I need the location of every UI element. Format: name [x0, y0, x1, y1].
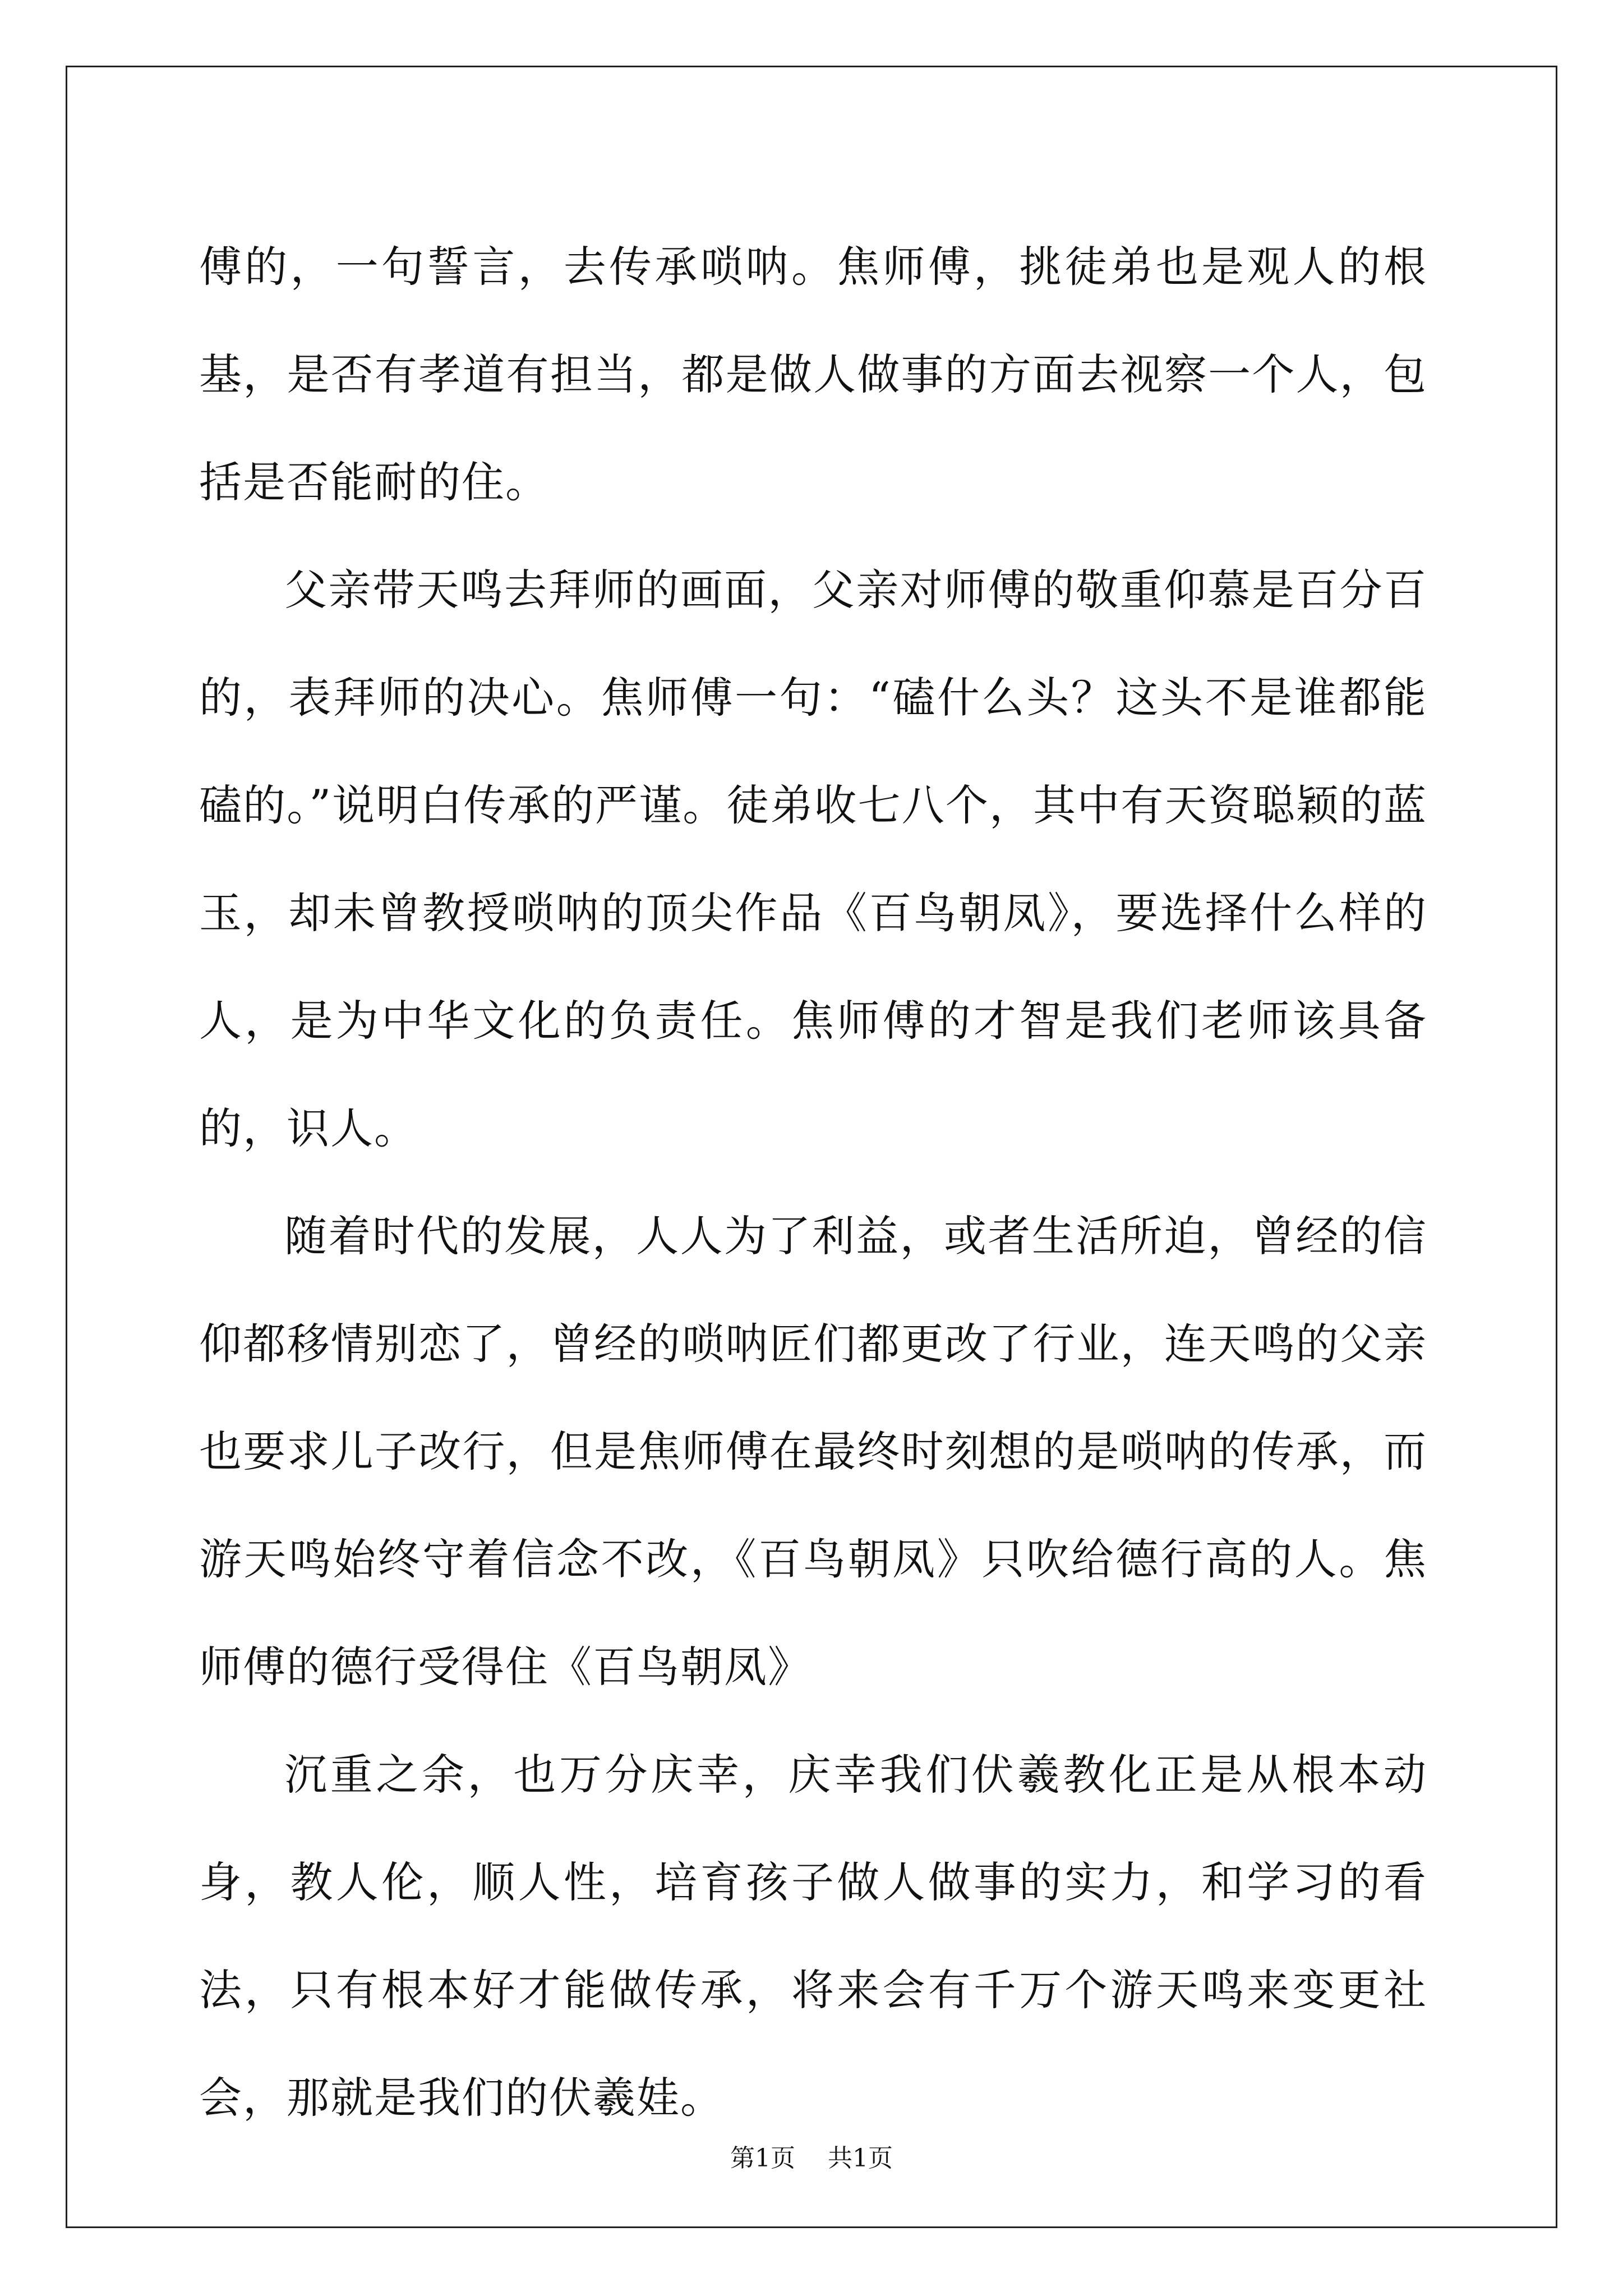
page-number: 第1页 — [730, 2144, 795, 2173]
paragraph-3: 随着时代的发展，人人为了利益，或者生活所迫，曾经的信仰都移情别恋了，曾经的唢呐匠们都更改了行业，连天鸣的父亲也要求儿子改行，但是焦师傅在最终时刻想的是唢呐的传承，而游天鸣始终守着信念不改，《百鸟朝凤》只吹给德行高的人。焦师傅的德行受得住《百鸟朝凤》 — [199, 1211, 1427, 1692]
page-total: 共1页 — [828, 2144, 893, 2173]
paragraph-4: 沉重之余，也万分庆幸，庆幸我们伏羲教化正是从根本动身，教人伦，顺人性，培育孩子做人做事的实力，和学习的看法，只有根本好才能做传承，将来会有千万个游天鸣来变更社会，那就是我们的伏羲娃。 — [199, 1750, 1427, 2123]
paragraph-2: 父亲带天鸣去拜师的画面，父亲对师傅的敬重仰慕是百分百的，表拜师的决心。焦师傅一句：“磕什么头？这头不是谁都能磕的。”说明白传承的严谨。徒弟收七八个，其中有天资聪颖的蓝玉，却未曾教授唢呐的顶尖作品《百鸟朝凤》，要选择什么样的人，是为中华文化的负责任。焦师傅的才智是我们老师该具备的，识人。 — [199, 565, 1427, 1153]
paragraph-1: 傅的，一句誓言，去传承唢呐。焦师傅，挑徒弟也是观人的根基，是否有孝道有担当，都是做人做事的方面去视察一个人，包括是否能耐的住。 — [199, 242, 1427, 507]
page-footer — [0, 2142, 1623, 2175]
document-body — [199, 213, 1427, 2152]
